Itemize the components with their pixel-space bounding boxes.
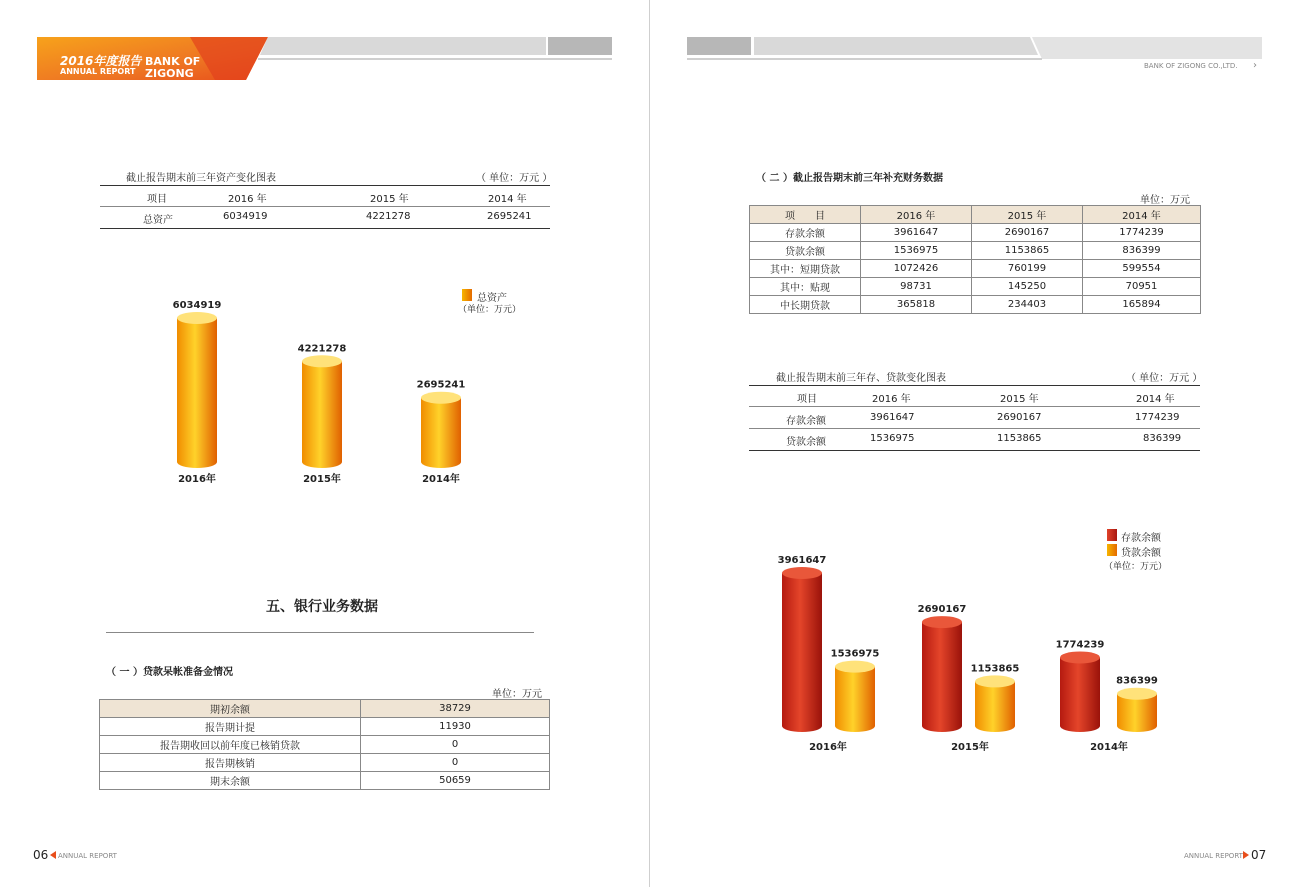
right-bank-name: BANK OF ZIGONG CO.,LTD. bbox=[1144, 62, 1238, 70]
reserve-cell: 11930 bbox=[361, 718, 550, 736]
supp-cell: 234403 bbox=[972, 296, 1083, 314]
supp-header-cell: 2014 年 bbox=[1083, 206, 1201, 224]
reserve-row-0 bbox=[100, 700, 550, 718]
header-bank-line1: BANK OF bbox=[145, 55, 201, 68]
loan-bar-1 bbox=[975, 675, 1015, 732]
asset-table-title: 截止报告期末前三年资产变化图表 bbox=[126, 173, 276, 184]
loan-col-item: 项目 bbox=[797, 394, 817, 405]
loan-bar-2-value-label: 836399 bbox=[1116, 675, 1158, 687]
loan-bar-1-body bbox=[975, 681, 1015, 732]
reserve-row-1 bbox=[100, 718, 550, 736]
reserve-cell: 期初余额 bbox=[100, 700, 361, 718]
supp-cell: 1072426 bbox=[861, 260, 972, 278]
sub2-unit: 单位：万元 bbox=[1140, 195, 1190, 206]
supp-cell: 贷款余额 bbox=[750, 242, 861, 260]
reserve-row-2 bbox=[100, 736, 550, 754]
asset-row-label: 总资产 bbox=[143, 215, 173, 226]
asset-row-2014: 2695241 bbox=[487, 211, 532, 222]
supp-cell: 599554 bbox=[1083, 260, 1201, 278]
loan-row1-label: 存款余额 bbox=[786, 416, 826, 427]
reserve-cell: 0 bbox=[361, 754, 550, 772]
reserve-row-3 bbox=[100, 754, 550, 772]
loan-row2-2015: 1153865 bbox=[997, 433, 1042, 444]
loan-chart bbox=[650, 0, 1300, 887]
footer-text-right: ANNUAL REPORT bbox=[1184, 852, 1243, 860]
page-number-left: 06 bbox=[33, 848, 49, 862]
asset-table-unit: （ 单位：万元 ） bbox=[476, 173, 553, 184]
supp-cell: 1536975 bbox=[861, 242, 972, 260]
asset-legend-label: 总资产 bbox=[477, 293, 507, 304]
asset-bar-1-body bbox=[302, 361, 342, 468]
deposit-bar-2 bbox=[1060, 651, 1100, 732]
supp-header-cell: 2016 年 bbox=[861, 206, 972, 224]
supp-cell: 存款余额 bbox=[750, 224, 861, 242]
header-year-title: 2016年度报告 bbox=[60, 54, 142, 68]
deposit-bar-2-body bbox=[1060, 657, 1100, 732]
asset-bar-1 bbox=[302, 355, 342, 468]
deposit-bar-1-top bbox=[922, 616, 962, 628]
reserve-table bbox=[99, 699, 550, 790]
loan-col-2014: 2014 年 bbox=[1136, 394, 1175, 405]
reserve-cell: 38729 bbox=[361, 700, 550, 718]
deposit-bar-1 bbox=[922, 616, 962, 732]
loan-row1-2014: 1774239 bbox=[1135, 412, 1180, 423]
legend-swatch-loan bbox=[1107, 544, 1117, 556]
footer-arrow-right-icon bbox=[1243, 851, 1249, 859]
supp-cell: 其中：贴现 bbox=[750, 278, 861, 296]
asset-chart-unit: （单位：万元） bbox=[458, 305, 522, 315]
reserve-cell: 报告期计提 bbox=[100, 718, 361, 736]
header-bank-line2: ZIGONG bbox=[145, 67, 194, 80]
loan-year-label-0: 2016年 bbox=[809, 742, 847, 753]
loan-col-2016: 2016 年 bbox=[872, 394, 911, 405]
section-rule bbox=[106, 632, 534, 633]
footer-arrow-left-icon bbox=[50, 851, 56, 859]
asset-col-2016: 2016 年 bbox=[228, 194, 267, 205]
page-number-right: 07 bbox=[1251, 848, 1267, 862]
asset-bar-2 bbox=[421, 392, 461, 468]
supp-cell: 145250 bbox=[972, 278, 1083, 296]
asset-bar-2-body bbox=[421, 398, 461, 468]
deposit-bar-0-value-label: 3961647 bbox=[777, 555, 827, 566]
loan-chart-unit: （单位：万元） bbox=[1104, 562, 1168, 572]
right-page bbox=[650, 0, 1300, 887]
loan-row2-2016: 1536975 bbox=[870, 433, 915, 444]
reserve-cell: 期末余额 bbox=[100, 772, 361, 790]
supp-cell: 365818 bbox=[861, 296, 972, 314]
deposit-bar-0-body bbox=[782, 573, 822, 732]
asset-bar-0-body bbox=[177, 318, 217, 468]
asset-row-2015: 4221278 bbox=[366, 211, 411, 222]
asset-col-item: 项目 bbox=[147, 194, 167, 205]
supp-cell: 98731 bbox=[861, 278, 972, 296]
deposit-bar-2-top bbox=[1060, 651, 1100, 663]
reserve-cell: 报告期核销 bbox=[100, 754, 361, 772]
asset-row-2016: 6034919 bbox=[223, 211, 268, 222]
sub1-title: （ 一 ）贷款呆帐准备金情况 bbox=[106, 667, 233, 678]
asset-bar-0-top bbox=[177, 312, 217, 324]
asset-bar-0-value-label: 6034919 bbox=[172, 300, 222, 311]
reserve-cell: 报告期收回以前年度已核销贷款 bbox=[100, 736, 361, 754]
asset-bar-0 bbox=[177, 312, 217, 468]
deposit-bar-2-value-label: 1774239 bbox=[1055, 639, 1105, 651]
asset-bar-1-value-label: 4221278 bbox=[297, 343, 347, 355]
deposit-bar-1-value-label: 2690167 bbox=[917, 604, 967, 616]
asset-bar-2-top bbox=[421, 392, 461, 404]
supp-cell: 其中：短期贷款 bbox=[750, 260, 861, 278]
loan-bar-0-top bbox=[835, 661, 875, 673]
asset-col-2014: 2014 年 bbox=[488, 194, 527, 205]
supp-cell: 165894 bbox=[1083, 296, 1201, 314]
reserve-row-4 bbox=[100, 772, 550, 790]
loan-bar-0-value-label: 1536975 bbox=[830, 648, 880, 660]
supp-cell: 1774239 bbox=[1083, 224, 1201, 242]
reserve-cell: 50659 bbox=[361, 772, 550, 790]
reserve-cell: 0 bbox=[361, 736, 550, 754]
supp-header-cell: 2015 年 bbox=[972, 206, 1083, 224]
asset-year-label-0: 2016年 bbox=[178, 474, 216, 485]
asset-bar-2-value-label: 2695241 bbox=[416, 379, 466, 391]
loan-bar-0-body bbox=[835, 667, 875, 732]
loan-row2-label: 贷款余额 bbox=[786, 437, 826, 448]
deposit-bar-0 bbox=[782, 567, 822, 732]
loan-bar-2-top bbox=[1117, 688, 1157, 700]
loan-table-title: 截止报告期末前三年存、贷款变化图表 bbox=[776, 373, 946, 384]
loan-bar-1-value-label: 1153865 bbox=[970, 663, 1020, 675]
sub1-unit: 单位：万元 bbox=[492, 689, 542, 700]
supp-cell: 836399 bbox=[1083, 242, 1201, 260]
asset-year-label-1: 2015年 bbox=[303, 474, 341, 485]
asset-legend-swatch bbox=[462, 289, 472, 301]
loan-row1-2016: 3961647 bbox=[870, 412, 915, 423]
deposit-bar-0-top bbox=[782, 567, 822, 579]
supp-cell: 3961647 bbox=[861, 224, 972, 242]
loan-table-unit: （ 单位：万元 ） bbox=[1126, 373, 1203, 384]
legend-swatch-deposit bbox=[1107, 529, 1117, 541]
asset-col-2015: 2015 年 bbox=[370, 194, 409, 205]
asset-year-label-2: 2014年 bbox=[422, 474, 460, 485]
supp-cell: 2690167 bbox=[972, 224, 1083, 242]
chart-svg bbox=[650, 0, 1300, 887]
section-title: 五、银行业务数据 bbox=[266, 599, 378, 615]
loan-col-2015: 2015 年 bbox=[1000, 394, 1039, 405]
supp-cell: 760199 bbox=[972, 260, 1083, 278]
loan-bar-0 bbox=[835, 661, 875, 732]
supp-cell: 中长期贷款 bbox=[750, 296, 861, 314]
legend-deposit: 存款余额 bbox=[1121, 533, 1161, 544]
asset-bar-1-top bbox=[302, 355, 342, 367]
supp-cell: 1153865 bbox=[972, 242, 1083, 260]
supp-cell: 70951 bbox=[1083, 278, 1201, 296]
loan-row2-2014: 836399 bbox=[1143, 433, 1182, 444]
loan-year-label-2: 2014年 bbox=[1090, 742, 1128, 753]
footer-text-left: ANNUAL REPORT bbox=[58, 852, 117, 860]
header-annual-report: ANNUAL REPORT bbox=[60, 67, 136, 76]
loan-bar-1-top bbox=[975, 675, 1015, 687]
loan-bar-2 bbox=[1117, 688, 1157, 732]
loan-year-label-1: 2015年 bbox=[951, 742, 989, 753]
chevron-right-icon: › bbox=[1253, 60, 1257, 71]
loan-row1-2015: 2690167 bbox=[997, 412, 1042, 423]
sub2-title: （ 二 ）截止报告期末前三年补充财务数据 bbox=[756, 173, 943, 184]
supp-header-cell: 项 目 bbox=[750, 206, 861, 224]
deposit-bar-1-body bbox=[922, 622, 962, 732]
legend-loan: 贷款余额 bbox=[1121, 548, 1161, 559]
